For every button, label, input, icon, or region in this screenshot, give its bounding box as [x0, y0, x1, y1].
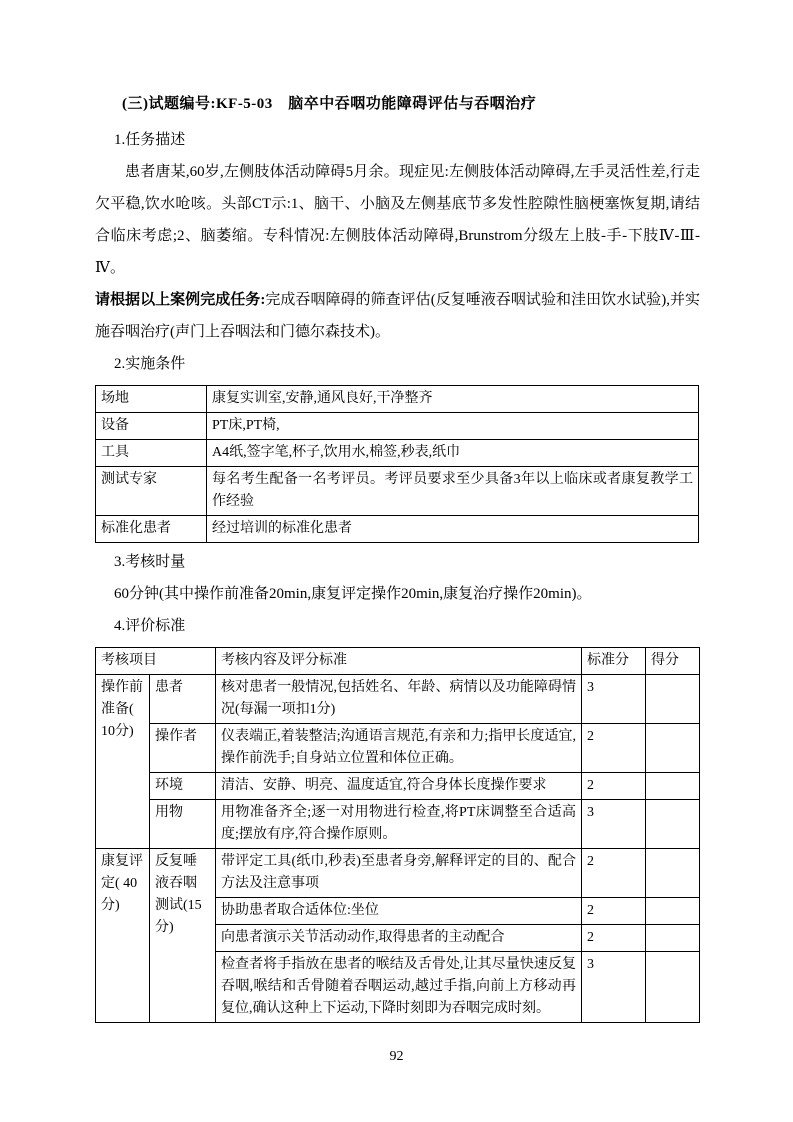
- condition-label: 工具: [96, 440, 207, 467]
- task-instruction-paragraph: [95, 284, 700, 348]
- header-earned-score: 得分: [646, 648, 700, 675]
- condition-value: 经过培训的标准化患者: [207, 516, 699, 543]
- score-cell: 3: [582, 952, 646, 1023]
- table-row: [96, 773, 700, 800]
- content-cell: 检查者将手指放在患者的喉结及舌骨处,让其尽量快速反复吞咽,喉结和舌骨随着吞咽运动,越过手指,向前上方移动再复位,确认这种上下运动,下降时刻即为吞咽完成时刻。: [216, 952, 582, 1023]
- case-paragraph: 患者唐某,60岁,左侧肢体活动障碍5月余。现症见:左侧肢体活动障碍,左手灵活性差,行走欠平稳,饮水呛咳。头部CT示:1、脑干、小脑及左侧基底节多发性腔隙性脑梗塞恢复期,请结合临床考虑;2、脑萎缩。专科情况:左侧肢体活动障碍,Brunstrom分级左上肢-手-下肢Ⅳ-Ⅲ-Ⅳ。: [95, 164, 700, 276]
- score-cell: 2: [582, 724, 646, 773]
- content-cell: 向患者演示关节活动动作,取得患者的主动配合: [216, 925, 582, 952]
- item-cell: 环境: [150, 773, 216, 800]
- table-row: [96, 467, 699, 516]
- evaluation-table: [95, 647, 700, 1023]
- document-title: (三)试题编号:KF-5-03 脑卒中吞咽功能障碍评估与吞咽治疗: [122, 96, 537, 112]
- score-cell: 3: [582, 800, 646, 849]
- item-cell: 用物: [150, 800, 216, 849]
- table-row: [96, 724, 700, 773]
- header-standard-score: 标准分: [582, 648, 646, 675]
- content-cell: 清洁、安静、明亮、温度适宜,符合身体长度操作要求: [216, 773, 582, 800]
- conditions-table: [95, 385, 699, 543]
- earned-score-cell: [646, 952, 700, 1023]
- table-row: [96, 800, 700, 849]
- table-row: [96, 675, 700, 724]
- category-cell: 操作前准备( 10分): [96, 675, 150, 849]
- content-cell: 用物准备齐全;逐一对用物进行检查,将PT床调整至合适高度;摆放有序,符合操作原则。: [216, 800, 582, 849]
- section-heading-task: 1.任务描述: [114, 132, 186, 148]
- section-heading-duration: 3.考核时量: [114, 554, 186, 570]
- condition-value: 每名考生配备一名考评员。考评员要求至少具备3年以上临床或者康复教学工作经验: [207, 467, 699, 516]
- page-number: 92: [389, 1049, 404, 1064]
- table-row: [96, 413, 699, 440]
- table-row: [96, 516, 699, 543]
- condition-value: PT床,PT椅,: [207, 413, 699, 440]
- score-cell: 2: [582, 925, 646, 952]
- content-cell: 带评定工具(纸巾,秒表)至患者身旁,解释评定的目的、配合方法及注意事项: [216, 849, 582, 898]
- section-heading-evaluation: 4.评价标准: [114, 618, 186, 634]
- earned-score-cell: [646, 800, 700, 849]
- subcategory-cell: 反复唾液吞咽测试(15分): [150, 849, 216, 1023]
- earned-score-cell: [646, 925, 700, 952]
- score-cell: 2: [582, 898, 646, 925]
- item-cell: 患者: [150, 675, 216, 724]
- section-evaluation: [95, 610, 700, 1023]
- earned-score-cell: [646, 675, 700, 724]
- content-cell: 仪表端正,着装整洁;沟通语言规范,有亲和力;指甲长度适宜,操作前洗手;自身站立位置和体位正确。: [216, 724, 582, 773]
- header-content: 考核内容及评分标准: [216, 648, 582, 675]
- task-instruction-body: 完成吞咽障碍的筛查评估(反复唾液吞咽试验和洼田饮水试验),并实施吞咽治疗(声门上吞咽法和门德尔森技术)。: [95, 292, 701, 340]
- table-row: [96, 386, 699, 413]
- section-heading-conditions: 2.实施条件: [114, 356, 186, 372]
- score-cell: 2: [582, 849, 646, 898]
- section-conditions: [95, 348, 700, 543]
- earned-score-cell: [646, 898, 700, 925]
- category-cell: 康复评定( 40分): [96, 849, 150, 1023]
- condition-label: 场地: [96, 386, 207, 413]
- condition-label: 标准化患者: [96, 516, 207, 543]
- score-cell: 3: [582, 675, 646, 724]
- content-cell: 核对患者一般情况,包括姓名、年龄、病情以及功能障碍情况(每漏一项扣1分): [216, 675, 582, 724]
- earned-score-cell: [646, 773, 700, 800]
- section-task: [95, 124, 700, 348]
- item-cell: 操作者: [150, 724, 216, 773]
- table-header-row: [96, 648, 700, 675]
- score-cell: 2: [582, 773, 646, 800]
- table-row: [96, 849, 700, 898]
- table-row: [96, 440, 699, 467]
- earned-score-cell: [646, 724, 700, 773]
- duration-paragraph: 60分钟(其中操作前准备20min,康复评定操作20min,康复治疗操作20min)。: [114, 586, 592, 602]
- condition-value: A4纸,签字笔,杯子,饮用水,棉签,秒表,纸巾: [207, 440, 699, 467]
- condition-value: 康复实训室,安静,通风良好,干净整齐: [207, 386, 699, 413]
- section-duration: [95, 546, 700, 610]
- content-cell: 协助患者取合适体位:坐位: [216, 898, 582, 925]
- condition-label: 设备: [96, 413, 207, 440]
- header-project: 考核项目: [96, 648, 216, 675]
- task-instruction-lead: 请根据以上案例完成任务:: [95, 292, 266, 308]
- condition-label: 测试专家: [96, 467, 207, 516]
- earned-score-cell: [646, 849, 700, 898]
